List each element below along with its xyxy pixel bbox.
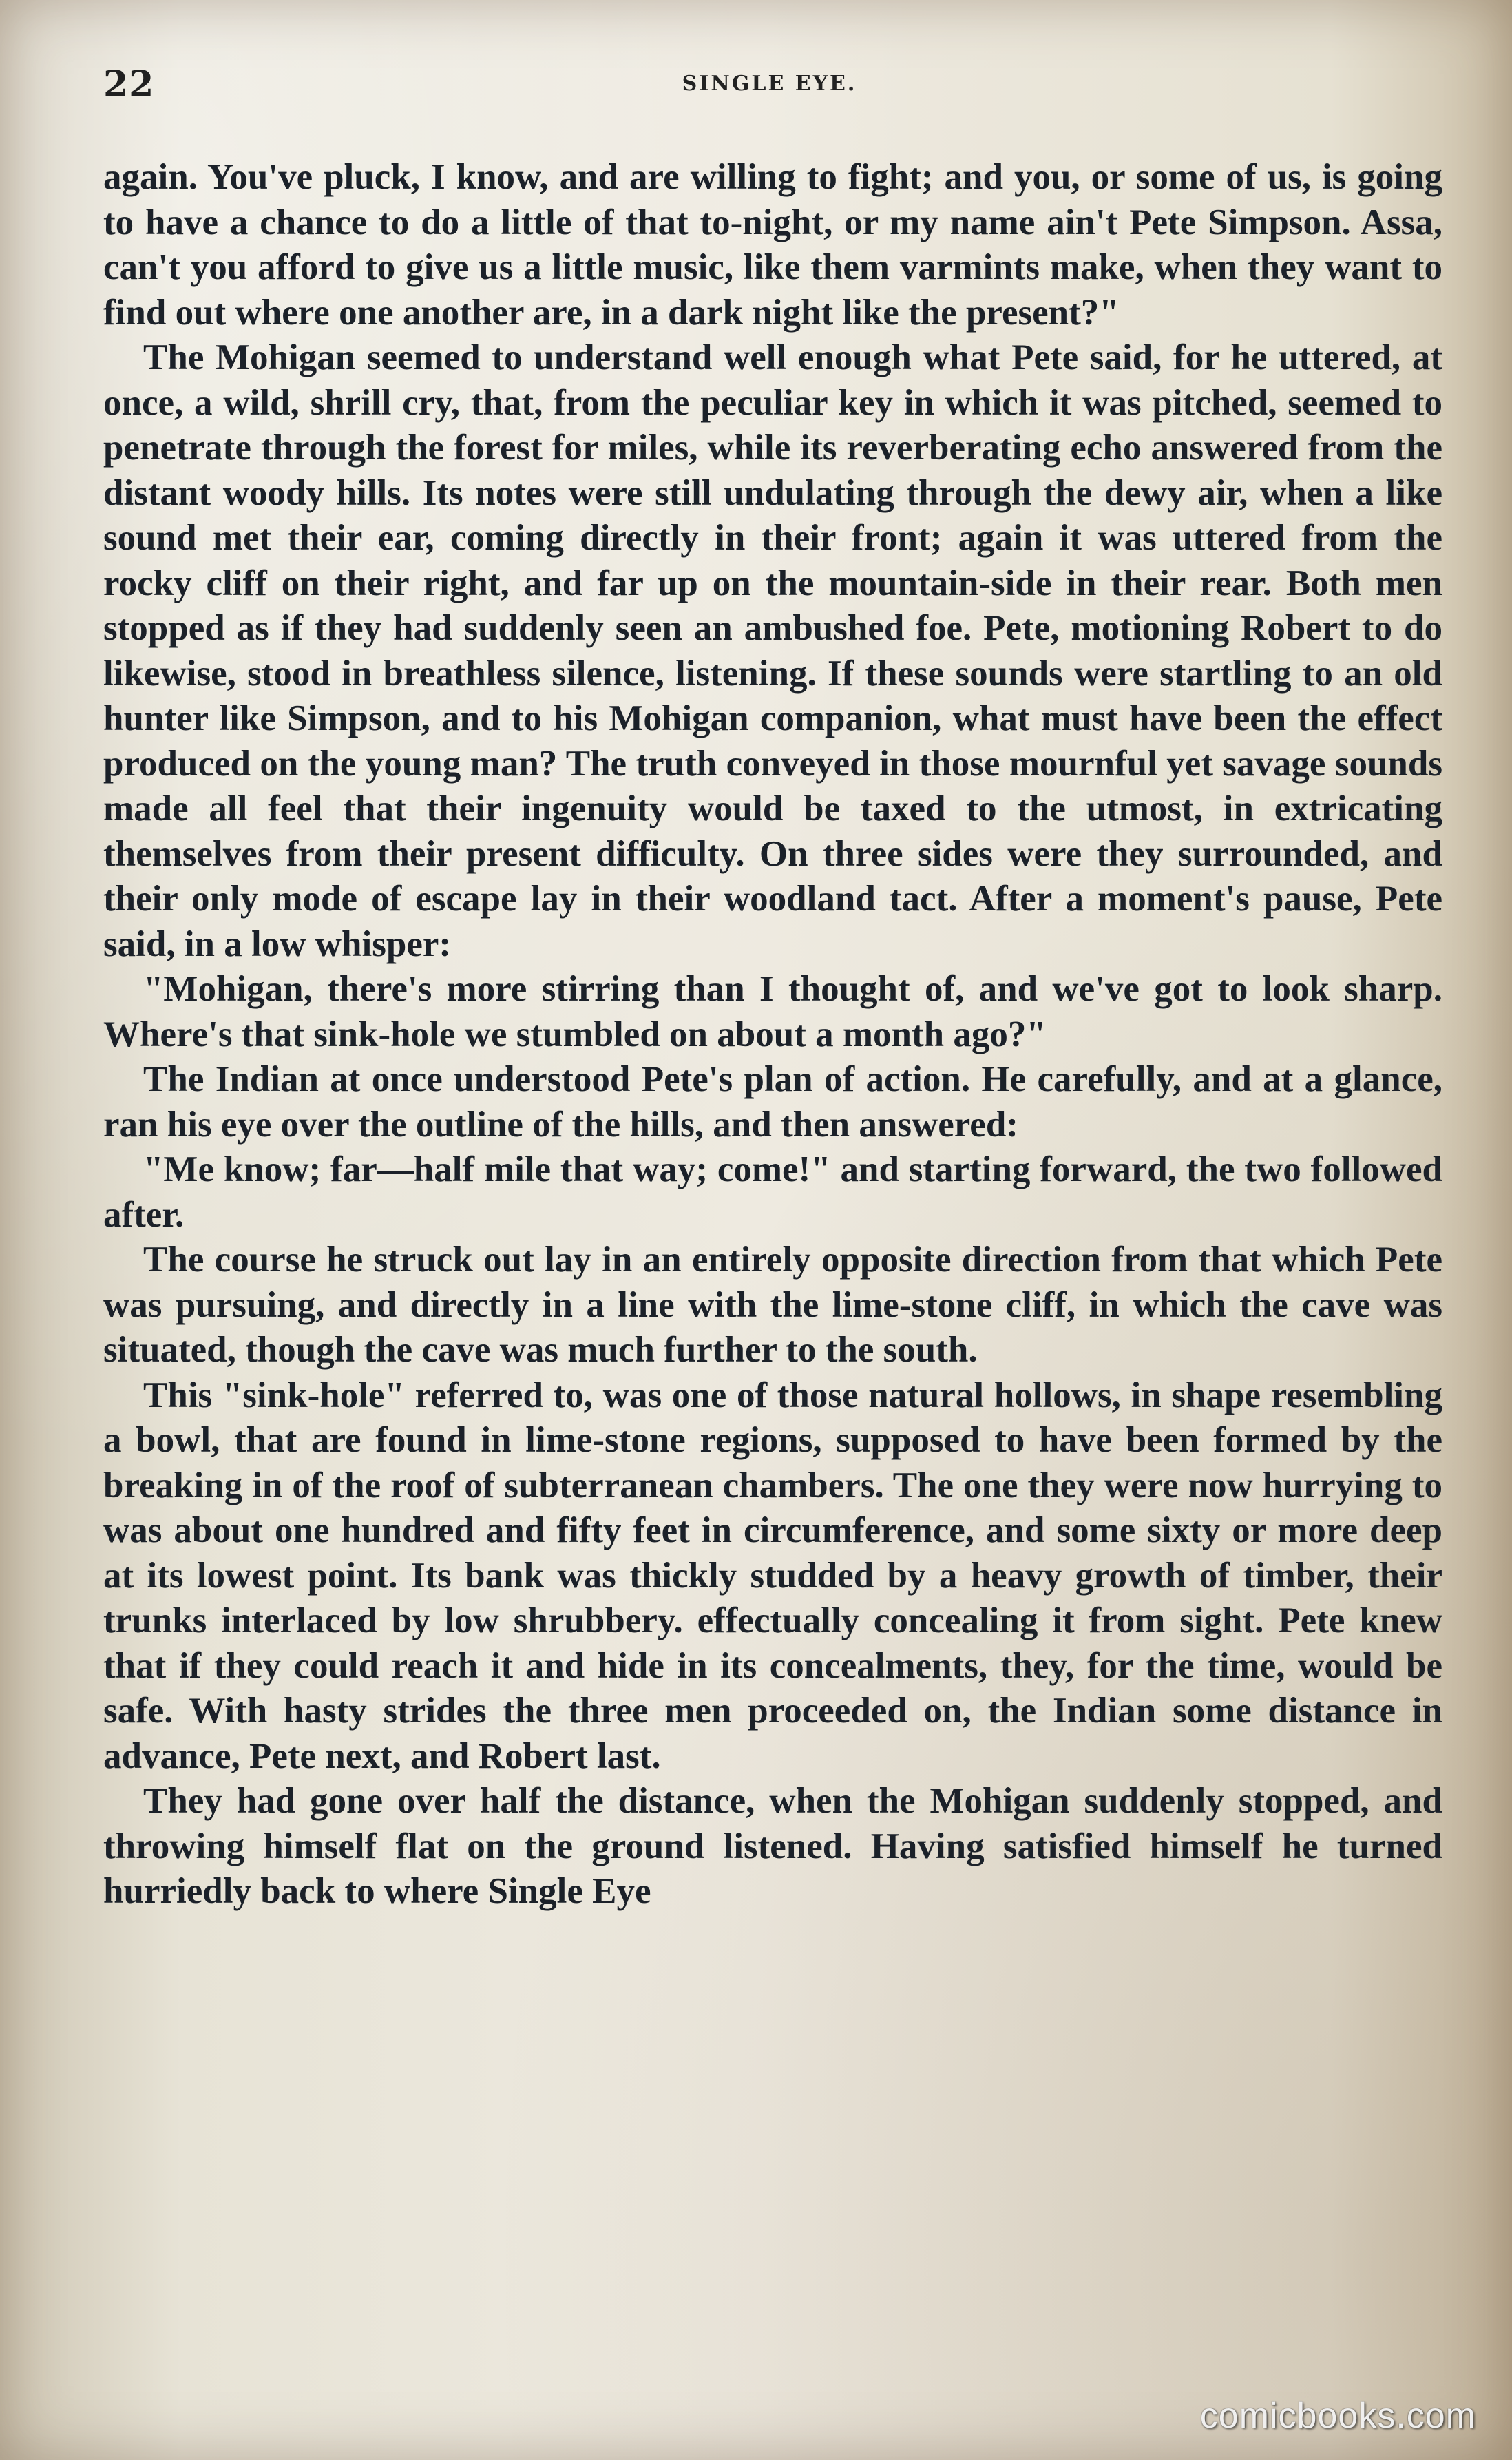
paragraph-3: "Mohigan, there's more stirring than I thought of, and we've got to look sharp. Where's that sink-hole we stumbled on about a month ago?" (103, 969, 1442, 1054)
paragraph-1: again. You've pluck, I know, and are willing to fight; and you, or some of us, is going to have a chance to do a little of that to-night, or my name ain't Pete Simpson. Assa, can't you afford to give us a little music, like them varmints make, when they want to find out where one another are, in a dark night like the present?" (103, 157, 1442, 333)
paragraph-2: The Mohigan seemed to understand well enough what Pete said, for he uttered, at once, a wild, shrill cry, that, from the peculiar key in which it was pitched, seemed to penetrate through the forest for miles, while its reverberating echo answered from the distant woody hills. Its notes were still undulating through the dewy air, when a like sound met their ear, coming directly in their front; again it was uttered from the rocky cliff on their right, and far up on the mountain-side in their rear. Both men stopped as if they had suddenly seen an ambushed foe. Pete, motioning Robert to do likewise, stood in breathless silence, listening. If these sounds were startling to an old hunter like Simpson, and to his Mohigan companion, what must have been the effect produced on the young man? The truth conveyed in those mournful yet savage sounds made all feel that their ingenuity would be taxed to the utmost, in extricating themselves from their present difficulty. On three sides were they surrounded, and their only mode of escape lay in their woodland tact. After a moment's pause, Pete said, in a low whisper: (103, 337, 1442, 964)
page-body (103, 155, 1442, 2311)
paragraph-5: "Me know; far—half mile that way; come!" and starting forward, the two followed after. (103, 1149, 1442, 1235)
paragraph-7: This "sink-hole" referred to, was one of those natural hollows, in shape resembling a bowl, that are found in lime-stone regions, supposed to have been formed by the breaking in of the roof of subterranean chambers. The one they were now hurrying to was about one hundred and fifty feet in circumference, and some sixty or more deep at its lowest point. Its bank was thickly studded by a heavy growth of timber, their trunks interlaced by low shrubbery. effectually concealing it from sight. Pete knew that if they could reach it and hide in its concealments, they, for the time, would be safe. With hasty strides the three men proceeded on, the Indian some distance in advance, Pete next, and Robert last. (103, 1375, 1442, 1776)
paragraph-8: They had gone over half the distance, when the Mohigan suddenly stopped, and throwing himself flat on the ground listened. Having satisfied himself he turned hurriedly back to where Single Eye (103, 1781, 1442, 1911)
watermark: comicbooks.com (1199, 2396, 1476, 2436)
page-number: 22 (103, 63, 155, 105)
page-header (103, 63, 1436, 112)
paragraph-4: The Indian at once understood Pete's plan of action. He carefully, and at a glance, ran his eye over the outline of the hills, and then answered: (103, 1059, 1442, 1145)
running-title: SINGLE EYE. (682, 72, 857, 96)
paragraph-6: The course he struck out lay in an entirely opposite direction from that which Pete was pursuing, and directly in a line with the lime-stone cliff, in which the cave was situated, though the cave was much further to the south. (103, 1240, 1442, 1370)
